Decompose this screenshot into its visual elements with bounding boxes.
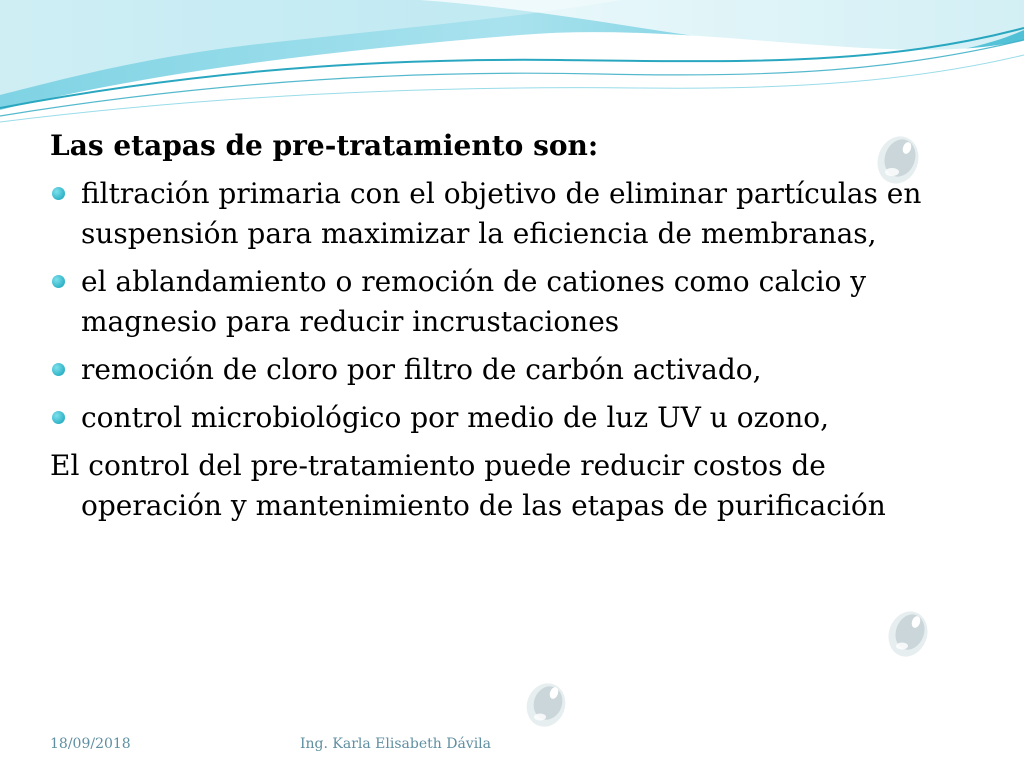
list-item-text: filtración primaria con el objetivo de eliminar partículas en suspensión para maximizar la eficiencia de membranas, — [81, 177, 922, 250]
slide-content — [50, 126, 970, 526]
slide-heading: Las etapas de pre-tratamiento son: — [50, 129, 599, 162]
bullet-dot-icon — [52, 363, 65, 376]
list-item — [50, 262, 970, 342]
list-item-text: el ablandamiento o remoción de cationes como calcio y magnesio para reducir incrustaciones — [81, 265, 867, 338]
footer-author: Ing. Karla Elisabeth Dávila — [300, 736, 492, 752]
bullet-dot-icon — [52, 187, 65, 200]
footer-date: 18/09/2018 — [50, 736, 131, 752]
list-item — [50, 350, 970, 390]
list-item — [50, 398, 970, 438]
list-item-text: control microbiológico por medio de luz UV u ozono, — [81, 401, 829, 434]
list-item-text: remoción de cloro por filtro de carbón activado, — [81, 353, 762, 386]
water-drop-icon — [882, 604, 934, 664]
bullet-dot-icon — [52, 275, 65, 288]
list-item — [50, 174, 970, 254]
header-wave-decoration — [0, 0, 1024, 130]
water-drop-icon — [520, 676, 572, 734]
closing-paragraph: El control del pre-tratamiento puede reducir costos de operación y mantenimiento de las etapas de purificación — [50, 449, 886, 522]
bullet-list — [50, 174, 970, 438]
bullet-dot-icon — [52, 411, 65, 424]
